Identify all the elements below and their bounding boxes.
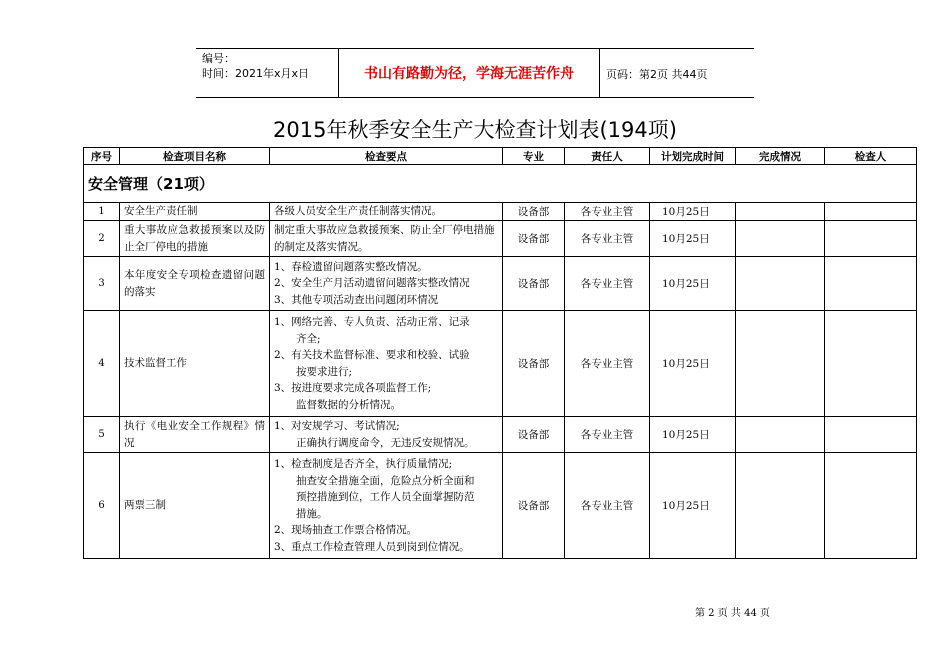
table-row	[84, 417, 917, 453]
status-cell	[736, 417, 825, 453]
check-point: 按要求进行;	[296, 365, 353, 378]
motto: 书山有路勤为径，学海无涯苦作舟	[338, 49, 600, 97]
check-point: 齐全;	[296, 332, 321, 345]
due-cell: 10月25日	[650, 203, 736, 221]
col-header: 检查要点	[270, 148, 503, 165]
page-title: 2015年秋季安全生产大检查计划表(194项)	[273, 118, 677, 142]
check-point: 1、春检遗留问题落实整改情况。	[274, 260, 428, 273]
check-point: 正确执行调度命令，无违反安规情况。	[296, 436, 475, 449]
due-cell: 10月25日	[650, 417, 736, 453]
item-name: 本年度安全专项检查遗留问题的落实	[120, 257, 270, 311]
check-points	[270, 417, 503, 453]
check-point: 措施。	[296, 507, 328, 520]
owner-cell: 各专业主管	[565, 453, 650, 559]
check-point: 2、安全生产月活动遗留问题落实整改情况	[274, 277, 470, 290]
table-row	[84, 203, 917, 221]
status-cell	[736, 311, 825, 417]
row-number: 4	[84, 311, 120, 417]
row-number: 2	[84, 221, 120, 257]
table-row	[84, 311, 917, 417]
due-cell: 10月25日	[650, 257, 736, 311]
row-number: 3	[84, 257, 120, 311]
inspector-cell	[825, 221, 917, 257]
dept-cell: 设备部	[503, 257, 565, 311]
owner-cell: 各专业主管	[565, 203, 650, 221]
check-points	[270, 453, 503, 559]
status-cell	[736, 221, 825, 257]
item-name: 技术监督工作	[120, 311, 270, 417]
inspector-cell	[825, 203, 917, 221]
dept-cell: 设备部	[503, 221, 565, 257]
check-points	[270, 311, 503, 417]
check-point: 3、按进度要求完成各项监督工作;	[274, 382, 432, 394]
item-name: 执行《电业安全工作规程》情况	[120, 417, 270, 453]
col-header: 检查人	[825, 148, 917, 165]
dept-cell: 设备部	[503, 203, 565, 221]
section-row	[84, 165, 917, 203]
check-points	[270, 203, 503, 221]
item-name: 两票三制	[120, 453, 270, 559]
page-label: 页码：第2页 共44页	[606, 68, 708, 81]
col-header: 完成情况	[736, 148, 825, 165]
dept-cell: 设备部	[503, 311, 565, 417]
page-footer: 第 2 页 共 44 页	[695, 608, 770, 619]
owner-cell: 各专业主管	[565, 417, 650, 453]
check-point: 制定重大事故应急救援预案、防止全厂停电措施的制定及落实情况。	[274, 224, 495, 253]
dept-cell: 设备部	[503, 453, 565, 559]
code-label: 编号：	[202, 52, 235, 65]
check-point: 3、其他专项活动查出问题闭环情况	[274, 293, 439, 306]
inspector-cell	[825, 257, 917, 311]
inspection-plan-table	[83, 147, 917, 559]
section-title: 安全管理（21项）	[84, 165, 917, 203]
check-point: 1、检查制度是否齐全，执行质量情况;	[274, 458, 453, 470]
inspector-cell	[825, 311, 917, 417]
table-row	[84, 257, 917, 311]
item-name: 重大事故应急救援预案以及防止全厂停电的措施	[120, 221, 270, 257]
owner-cell: 各专业主管	[565, 311, 650, 417]
check-point: 各级人员安全生产责任制落实情况。	[274, 205, 442, 218]
time-label: 时间：2021年x月x日	[202, 67, 310, 80]
header-left	[202, 51, 309, 81]
item-name: 安全生产责任制	[120, 203, 270, 221]
table-row	[84, 221, 917, 257]
check-point: 2、现场抽查工作票合格情况。	[274, 524, 418, 536]
check-point: 预控措施到位，工作人员全面掌握防范	[296, 491, 475, 503]
due-cell: 10月25日	[650, 221, 736, 257]
check-points	[270, 257, 503, 311]
dept-cell: 设备部	[503, 417, 565, 453]
due-cell: 10月25日	[650, 311, 736, 417]
status-cell	[736, 203, 825, 221]
inspector-cell	[825, 417, 917, 453]
check-point: 抽查安全措施全面，危险点分析全面和	[296, 474, 475, 487]
col-header: 专业	[503, 148, 565, 165]
row-number: 1	[84, 203, 120, 221]
document-header	[196, 48, 754, 98]
row-number: 6	[84, 453, 120, 559]
row-number: 5	[84, 417, 120, 453]
col-header: 序号	[84, 148, 120, 165]
table-header-row	[84, 148, 917, 165]
status-cell	[736, 257, 825, 311]
col-header: 检查项目名称	[120, 148, 270, 165]
due-cell: 10月25日	[650, 453, 736, 559]
table-row	[84, 453, 917, 559]
check-point: 1、对安规学习、考试情况;	[274, 420, 400, 432]
check-points	[270, 221, 503, 257]
owner-cell: 各专业主管	[565, 257, 650, 311]
col-header: 计划完成时间	[650, 148, 736, 165]
status-cell	[736, 453, 825, 559]
check-point: 1、网络完善、专人负责、活动正常、记录	[274, 316, 470, 328]
col-header: 责任人	[565, 148, 650, 165]
inspector-cell	[825, 453, 917, 559]
check-point: 2、有关技术监督标准、要求和校验、试验	[274, 349, 470, 361]
check-point: 3、重点工作检查管理人员到岗到位情况。	[274, 540, 470, 553]
owner-cell: 各专业主管	[565, 221, 650, 257]
check-point: 监督数据的分析情况。	[296, 398, 401, 411]
